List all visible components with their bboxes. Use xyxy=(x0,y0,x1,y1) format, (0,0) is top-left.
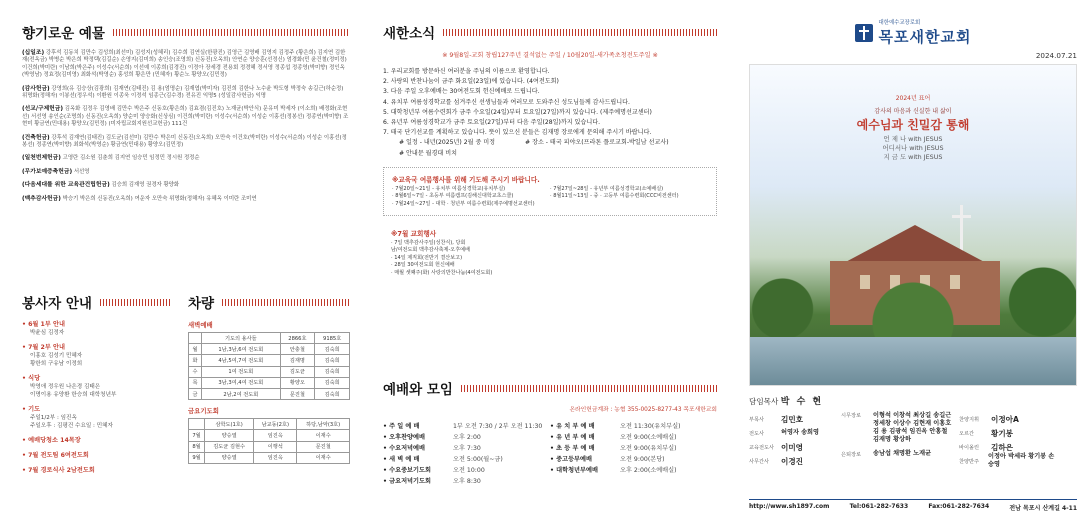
offerings-title: 향기로운 예물 xyxy=(22,22,349,42)
worship-item xyxy=(550,421,717,432)
table-row xyxy=(189,419,350,430)
fax-number: Fax:061-282-7634 xyxy=(928,503,990,510)
staff-name: 이미영 xyxy=(781,442,804,452)
worship-time: 오전 10:00 xyxy=(453,467,485,474)
worship-left-list xyxy=(383,421,550,487)
table-cell: 2남,2여 전도회 xyxy=(202,388,280,399)
role-label: 바이올린 xyxy=(959,444,980,451)
volunteer-role: • 식당 xyxy=(22,375,41,382)
staff-row xyxy=(749,440,841,454)
offering-names: 강후석 김재연(김태진) 김도균(김선미) 김만수 박은미 신동진(오옥희) 오만숙 이건호(박미란) 이성수(서순희) 이성순 이홍선(정봉선) 정종연(박미향) 최화석(박영순) 황금연(민대용) 황양오(김민정) xyxy=(22,134,347,149)
worship-name: • 금요저녁기도회 xyxy=(383,478,431,485)
event-item: · 14일 제직회(전반기 결산보고) xyxy=(391,254,463,261)
offering-category: (일천번제헌금) xyxy=(22,155,61,162)
volunteer-names: 박영애 정우원 나은경 김태은 xyxy=(30,384,101,390)
worship-item xyxy=(550,432,717,443)
church-logo xyxy=(749,18,1077,47)
worship-name: • 수요저녁예배 xyxy=(383,445,425,452)
volunteer-role: • 7월 2부 안내 xyxy=(22,344,65,351)
role-label: 시무장로 xyxy=(841,413,862,419)
worship-name: • 대학청년부예배 xyxy=(550,467,598,474)
news-banner: ※ 9월8일-교회 창립127주년 결석없는 주일 / 10월20일-새가족초청전도주일 ※ xyxy=(442,52,658,59)
volunteer-item xyxy=(22,451,172,460)
staff-name: 황기봉 xyxy=(991,428,1014,438)
volunteers-title: 봉사자 안내 xyxy=(22,292,172,312)
role-label: 찬양지휘 xyxy=(959,416,980,423)
table-cell: 하당,남악(3호) xyxy=(297,419,350,430)
table-cell: 기도의 용사들 xyxy=(202,333,280,344)
events-list xyxy=(391,240,709,278)
staff-row xyxy=(959,426,1059,440)
volunteer-role: • 7월 전도팀 6여전도회 xyxy=(22,452,89,459)
staff-name: 김민호 xyxy=(781,414,804,424)
staff-row xyxy=(749,412,841,426)
volunteer-names: 황한희 구유남 이정희 xyxy=(30,361,83,367)
table-row xyxy=(189,441,350,452)
prayer-item: · 7월27일~28일 - 유년부 여름성경학교(소예배실) xyxy=(550,185,664,192)
worship-item xyxy=(383,432,550,443)
volunteer-role: • 6월 1부 안내 xyxy=(22,321,65,328)
role-label: 은퇴장로 xyxy=(841,451,862,458)
steeple-crossbar xyxy=(952,215,971,218)
elder-names: 김 용 김광석 임진옥 안홍철 xyxy=(873,428,948,435)
volunteer-names: 주일오후 : 김평건 수요일 : 민혜자 xyxy=(30,423,113,429)
pastor-label: 담임목사 xyxy=(749,397,779,406)
offerings-panel xyxy=(0,0,363,516)
volunteer-item xyxy=(22,343,172,368)
table-cell: 이재수 xyxy=(297,452,350,463)
title-rule xyxy=(443,29,717,36)
news-detail-row xyxy=(383,138,717,148)
worship-time: 오후 8:30 xyxy=(453,478,481,485)
elders-list xyxy=(873,412,951,444)
title-rule xyxy=(461,385,717,392)
staff-directory xyxy=(749,412,1077,468)
table-cell: 9월 xyxy=(189,452,205,463)
table-cell: 김숙희 xyxy=(315,388,350,399)
cover-image xyxy=(749,64,1077,386)
church-name: 목포새한교회 xyxy=(878,28,972,46)
worship-item xyxy=(550,443,717,454)
staff-row xyxy=(749,426,841,440)
news-item: 2. 사랑의 반찬나눔이 금주 화요일(23일)에 있습니다. (4여전도회) xyxy=(383,78,559,86)
offering-paragraph xyxy=(22,86,349,101)
staff-col-elders xyxy=(841,412,959,468)
volunteers-list xyxy=(22,320,172,475)
worship-section xyxy=(383,378,717,487)
table-cell: 8월 xyxy=(189,441,205,452)
offering-paragraph xyxy=(22,155,349,162)
table-cell: 이재수 xyxy=(297,430,350,441)
elder-names: 김재명 황상하 xyxy=(873,436,912,443)
volunteer-item xyxy=(22,405,172,430)
table-cell: 김숙희 xyxy=(315,344,350,355)
news-list xyxy=(383,67,717,159)
news-item: 7. 태국 단기선교를 계획하고 있습니다. 뜻이 있으신 분들은 김재명 장로에게 문의해 주시기 바랍니다. xyxy=(383,129,652,137)
worship-item xyxy=(383,476,550,487)
event-item: · 매월 셋째주(화) 사랑의반찬나눔(4여전도회) xyxy=(391,269,493,276)
table-cell: 문진철 xyxy=(297,441,350,452)
prayer-box xyxy=(383,167,717,216)
offering-paragraph xyxy=(22,196,349,203)
offering-paragraph xyxy=(22,169,349,176)
worship-title: 예배와 모임 xyxy=(383,378,717,398)
prayer-title: ※교육국 여름행사를 위해 기도해 주시기 바랍니다. xyxy=(392,175,540,184)
motto-lines xyxy=(750,135,1076,162)
table-cell: 김숙희 xyxy=(315,377,350,388)
church-roof xyxy=(840,225,990,265)
volunteer-item xyxy=(22,436,172,445)
title-rule xyxy=(222,299,350,306)
table-cell: 김재명 xyxy=(280,355,315,366)
event-item: · 28일 30여전도회 헌신예배 xyxy=(391,262,455,269)
worship-time: 1부 오전 7:30 / 2부 오전 11:30 xyxy=(453,423,543,430)
table-cell: 3남,3여,4여 전도회 xyxy=(202,377,280,388)
news-item: 3. 다음 주일 오후예배는 30여전도회 헌신예배로 드립니다. xyxy=(383,88,540,96)
motto-line: 지 금 도 with JESUS xyxy=(883,153,943,161)
role-label: 부목사 xyxy=(749,416,765,423)
staff-name: 허영자 송희영 xyxy=(781,429,820,436)
staff-name: 김하은 xyxy=(991,442,1014,452)
staff-row xyxy=(959,454,1059,468)
offering-paragraph xyxy=(22,50,349,80)
motto-line: 어디서나 with JESUS xyxy=(882,144,944,152)
church-footer xyxy=(749,499,1077,512)
offering-category: (십일조) xyxy=(22,50,45,56)
offering-names: 강후석 김동치 김만수 김성희(최선미) 김성지(성혜리) 김수희 김연실(한광진) 김영근 김영배 김영지 김정주 (황은희) 김지연 김한재(전옥금) 박병순 박은희 박정택(김길순) 손영지(김미희) 송인승(조영희) 신동진(오옥희) 안연순 양승훈(선정신) 엄경화(민 윤건철(정미정) 이건희(박미란) 이남희(박은주) 이성수(서순희) 이선예 이종희(김경진) 이정아 장세경 전용회 정경혜 정서영 정종섭 정종영(박미향) 정인옥(박영남) 정효정(김미영) 최화석(박영순) 홍성희 황은만 (민혜자) 황순노 황양오(김민정) xyxy=(22,50,347,79)
cross-icon xyxy=(855,24,873,42)
worship-item xyxy=(383,421,550,432)
worship-name: • 유 년 부 예 배 xyxy=(550,434,595,441)
offering-paragraph xyxy=(22,106,349,128)
table-cell: 임진옥 xyxy=(254,430,297,441)
volunteer-names: 이홍호 김성기 민혜자 xyxy=(30,353,83,359)
prayer-item: · 8월6일~7일 - 초등부 여름캠프(김해신대학교초스쿨) xyxy=(392,193,514,200)
staff-row xyxy=(959,440,1059,454)
worship-right-list xyxy=(550,421,717,487)
staff-row xyxy=(749,454,841,468)
table-cell xyxy=(189,333,202,344)
table-cell: 김숙희 xyxy=(315,366,350,377)
table-row xyxy=(189,377,350,388)
table-cell: 금 xyxy=(189,388,202,399)
senior-pastor xyxy=(749,394,1077,407)
worship-time: 오후 2:00 xyxy=(453,434,481,441)
event-item: 남/여전도회 맥추감사축제-오후예배 xyxy=(391,247,470,254)
offering-category: (무가보예증축헌금) xyxy=(22,168,73,175)
elder-names: 이형석 이창석 최상길 송길근 xyxy=(873,412,952,419)
motto-line: 언 제 나 with JESUS xyxy=(883,135,943,143)
offering-category: (감사헌금) xyxy=(22,85,50,92)
table-cell: 안충철 xyxy=(280,344,315,355)
news-item: 1. 우리교회를 방문하신 여러분을 주님의 이름으로 환영합니다. xyxy=(383,68,550,75)
worship-time: 오전 9:00(유치부실) xyxy=(620,445,677,452)
offering-paragraph xyxy=(22,182,349,189)
table-cell: 월 xyxy=(189,344,202,355)
table-cell: 이행석 xyxy=(254,441,297,452)
staff-row xyxy=(959,412,1059,426)
table-cell: 황양오 xyxy=(280,377,315,388)
offering-names: 김승희 김재영 권경자 황양화 xyxy=(111,182,180,189)
table-row xyxy=(189,452,350,463)
worship-item xyxy=(383,443,550,454)
offering-names: 김옥화 김정우 김영배 김만수 박은주 신동호(황은희) 김효겸(김진호) 노재균(박안식) 문유미 박세자 (이소희) 배정화(조현선) 서선영 송인순(조명희) 신동진(오옥희) 양순미 양승화(신상심) 이건희(박미란) 이성수(서순희) 이성순 이홍선(정봉선) 정종연(박미향) 조현미 황금연(민대용) 황양오(김민정) (미자립교회지원선교헌금) 111건 xyxy=(22,106,349,128)
volunteer-names: 주일1/2부 : 임진옥 xyxy=(30,415,77,421)
table-cell: 김숙희 xyxy=(315,355,350,366)
news-detail: # 장소 - 태국 피야오(프라톤 플로교회-박일남 선교사) xyxy=(525,139,669,147)
table-cell: 문진철 xyxy=(280,388,315,399)
offering-names: 서선영 xyxy=(73,168,90,175)
worship-name: • 새 벽 예 배 xyxy=(383,456,420,463)
worship-name: • 초 등 부 예 배 xyxy=(550,445,595,452)
table-cell: 목 xyxy=(189,377,202,388)
worship-time: 오후 2:00(소예배실) xyxy=(620,467,677,474)
friday-vehicle-table xyxy=(188,418,350,464)
table-cell: 1남,3남,6여 전도회 xyxy=(202,344,280,355)
worship-name: • 수요중보기도회 xyxy=(383,467,431,474)
prayer-item: · 7월24일~27일 - 대학 · 청년부 여름수련회(제주예명선교센터) xyxy=(392,201,535,208)
worship-name: • 중고등부예배 xyxy=(550,456,592,463)
title-rule xyxy=(100,299,172,306)
pond xyxy=(750,337,1076,385)
table-row xyxy=(189,355,350,366)
offering-category: (맥추감사헌금) xyxy=(22,195,61,202)
table-cell: 양승열 xyxy=(205,452,254,463)
table-cell: 7월 xyxy=(189,430,205,441)
volunteer-names: 이명이용 유양환 한승희 대학청년부 xyxy=(30,392,117,398)
staff-name: 이정아 박세라 황기봉 손승영 xyxy=(988,453,1055,468)
title-rule xyxy=(113,29,349,36)
website-link[interactable]: http://www.sh1897.com xyxy=(749,503,830,510)
table-cell: 김도균 xyxy=(280,366,315,377)
news-detail: # 일정 - 내년(2025년) 2월 중 미정 xyxy=(399,139,496,147)
dawn-vehicle-table xyxy=(188,332,350,400)
table-row xyxy=(189,333,350,344)
vehicle-title: 차량 xyxy=(188,292,350,312)
table-cell: 임진옥 xyxy=(254,452,297,463)
motto-year: 2024년 표어 xyxy=(895,95,931,102)
table-cell xyxy=(189,419,205,430)
staff-name: 이경진 xyxy=(781,456,804,466)
table-cell: 9185호 xyxy=(315,333,350,344)
phone-number: Tel:061-282-7633 xyxy=(849,503,909,510)
offering-category: (건축헌금) xyxy=(22,134,50,141)
table-cell: 4남,5여,7여 전도회 xyxy=(202,355,280,366)
bulletin-date: 2024.07.21 xyxy=(1035,51,1077,60)
online-offering-account: 온라인헌금계좌 : 농협 355-0025-8277-43 목포새한교회 xyxy=(569,407,717,413)
prayer-left-list xyxy=(392,186,550,209)
staff-name: 이정아A xyxy=(991,414,1019,424)
offering-names: 강영희(유 김승상(김광희) 김재연(김태진) 김 용(엄명순) 김재엽(박미자) 김진희 김한나 노수윤 박도형 박정숙 송길근(하순정) 위명화(정해자) 이봉선(정우석) 이환원 이종욱 이정석 임종근(김수경) 전유진 익명5 (성일감사헌금) 익명 xyxy=(22,85,344,100)
denomination-label: 대한예수교장로회 xyxy=(878,20,921,26)
role-label: 교육전도사 xyxy=(749,444,775,451)
volunteer-item xyxy=(22,374,172,399)
prayer-right-list xyxy=(550,186,708,209)
table-row xyxy=(189,366,350,377)
worship-time: 오전 11:30(유치부실) xyxy=(620,423,681,430)
address: 전남 목포시 산계길 4-11 xyxy=(1009,505,1077,512)
news-item: 5. 대학청년부 여름수련회가 금주 수요일(24일)부터 토요일(27일)까지 있습니다. (제주예명선교센터) xyxy=(383,108,652,116)
worship-time: 오전 5:00(월~금) xyxy=(453,456,503,463)
motto-sub: 감사의 마음과 신실한 내 삶이 xyxy=(874,108,952,115)
table-row xyxy=(189,344,350,355)
worship-item xyxy=(383,465,550,476)
events-box xyxy=(383,224,717,284)
role-label: 찬양반주 xyxy=(959,458,980,465)
news-title: 새한소식 xyxy=(383,22,717,42)
worship-item xyxy=(550,465,717,476)
role-label: 사무간사 xyxy=(749,458,770,465)
offering-category: (선교/구제헌금) xyxy=(22,106,64,113)
offering-names: 박승기 박은희 신동진(오옥희) 여운자 오만숙 위명화(정해자) 유혜옥 이미란 조미연 xyxy=(62,195,257,202)
offerings-list xyxy=(22,50,349,203)
role-label: 오르간 xyxy=(959,430,975,437)
friday-prayer-label: 금요기도회 xyxy=(188,407,219,416)
worship-name: • 유 치 부 예 배 xyxy=(550,423,595,430)
worship-time: 오전 9:00(소예배실) xyxy=(620,434,677,441)
table-cell: 수 xyxy=(189,366,202,377)
table-cell: 양승열 xyxy=(205,430,254,441)
prayer-item: · 8월11일~13일 - 중 · 고등부 여름수련회(CCC비전센터) xyxy=(550,193,679,200)
worship-name: • 오후찬양예배 xyxy=(383,434,425,441)
retired-elders: 송남섭 채명환 노재균 xyxy=(873,450,932,457)
table-cell: 김도균 김현수 xyxy=(205,441,254,452)
news-panel xyxy=(363,0,727,516)
dawn-service-label: 새벽예배 xyxy=(188,321,213,329)
elder-names: 정세창 이상수 김현재 이홍호 xyxy=(873,420,952,427)
motto-main: 예수님과 친밀감 통해 xyxy=(856,118,970,132)
news-item: 4. 유치부 여름성경학교를 섬겨주신 선생님들과 여러모로 도와주신 성도님들께 감사드립니다. xyxy=(383,98,630,106)
volunteer-item xyxy=(22,320,172,337)
role-label: 전도사 xyxy=(749,430,765,437)
pastor-name: 박 수 현 xyxy=(780,397,824,407)
table-cell: 화 xyxy=(189,355,202,366)
table-cell: 삼학도(1호) xyxy=(205,419,254,430)
cover-panel xyxy=(727,0,1091,516)
offering-paragraph xyxy=(22,135,349,150)
volunteer-names: 박윤심 김정자 xyxy=(30,330,65,336)
worship-name: • 주 일 예 배 xyxy=(383,423,420,430)
table-cell: 남교동(2호) xyxy=(254,419,297,430)
worship-time: 오전 9:00(본당) xyxy=(620,456,665,463)
vehicle-section xyxy=(188,292,350,464)
events-title: ※7월 교회행사 xyxy=(391,229,437,238)
volunteer-item xyxy=(22,466,172,475)
news-item: 6. 유년부 여름성경학교가 금주 토요일(27일)부터 다음 주일(28일)까지 있습니다. xyxy=(383,119,601,127)
offering-names: 고영란 김소원 김춘희 김지연 임승민 임정민 정시원 정정순 xyxy=(62,155,200,162)
worship-item xyxy=(550,454,717,465)
event-item: · 7일 맥추감사주일(성찬식), 당회 xyxy=(391,239,466,246)
table-cell: 2866호 xyxy=(280,333,315,344)
worship-item xyxy=(383,454,550,465)
news-detail: # 안내문 월경대 비치 xyxy=(399,149,458,157)
prayer-item: · 7월20일~21일 - 유치부 여름성경학교(유치부실) xyxy=(392,185,506,192)
worship-time: 오후 7:30 xyxy=(453,445,481,452)
volunteer-role: • 기도 xyxy=(22,406,41,413)
table-row xyxy=(189,388,350,399)
table-cell: 1여 전도회 xyxy=(202,366,280,377)
volunteer-role: • 7월 경로식사 2남전도회 xyxy=(22,467,95,474)
volunteer-role: • 예배당청소 14목장 xyxy=(22,437,81,444)
staff-col-ministers xyxy=(749,412,841,468)
trees xyxy=(750,267,1076,337)
staff-col-music xyxy=(959,412,1059,468)
table-row xyxy=(189,430,350,441)
offering-category: (다음세대를 위한 교육관건립헌금) xyxy=(22,182,110,189)
volunteers-section xyxy=(22,292,172,481)
